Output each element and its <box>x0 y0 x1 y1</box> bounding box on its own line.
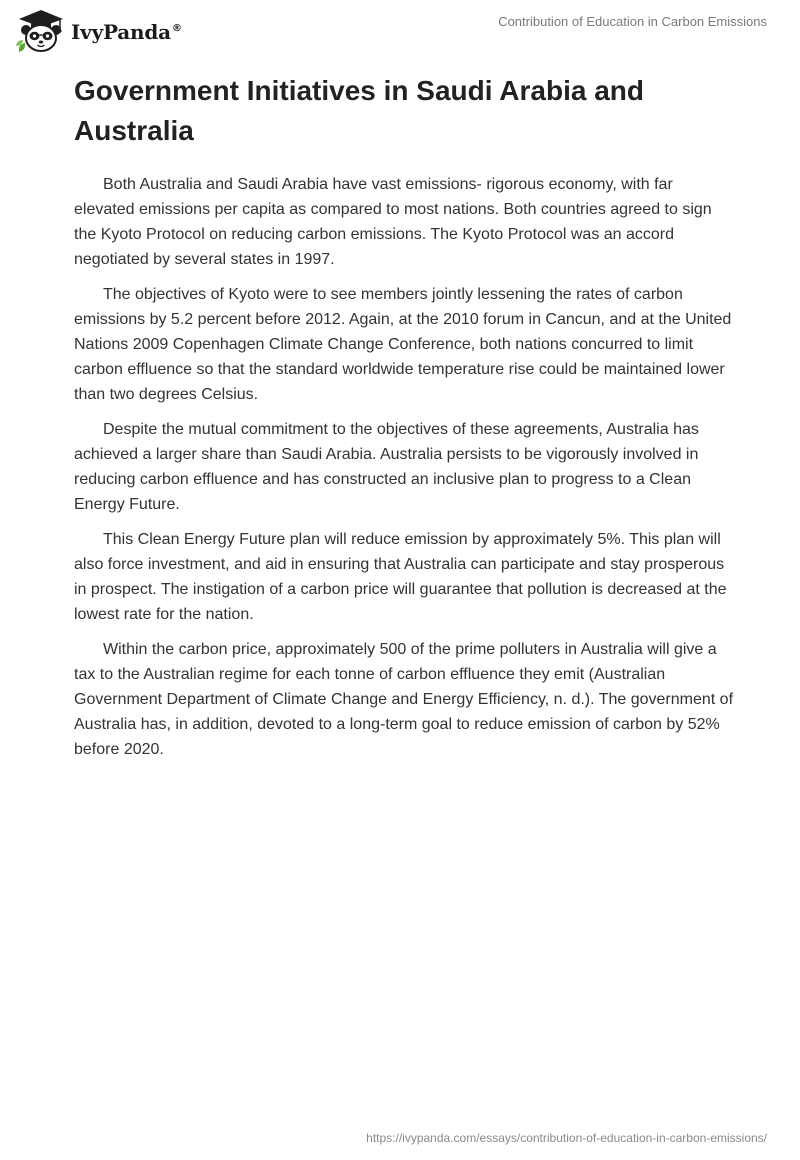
ivypanda-logo[interactable] <box>15 8 182 54</box>
document-title: Contribution of Education in Carbon Emissions <box>498 14 767 29</box>
source-url-link[interactable]: https://ivypanda.com/essays/contribution-of-education-in-carbon-emissions/ <box>366 1131 767 1145</box>
paragraph: Both Australia and Saudi Arabia have vast emissions- rigorous economy, with far elevated emissions per capita as compared to most nations. Both countries agreed to sign the Kyoto Protocol on reducing carbon emissions. The Kyoto Protocol was an accord negotiated by several states in 1997. <box>74 176 712 268</box>
brand-name: IvyPanda® <box>71 20 182 44</box>
page-header <box>0 0 800 62</box>
panda-logo-icon <box>15 8 67 54</box>
registered-mark: ® <box>171 23 182 35</box>
paragraph: Despite the mutual commitment to the objectives of these agreements, Australia has achieved a larger share than Saudi Arabia. Australia persists to be vigorously involved in reducing carbon effluence and has constructed an inclusive plan to progress to a Clean Energy Future. <box>74 421 699 513</box>
paragraph: The objectives of Kyoto were to see members jointly lessening the rates of carbon emissions by 5.2 percent before 2012. Again, at the 2010 forum in Cancun, and at the United Nations 2009 Copenhagen Climate Change Conference, both nations concurred to limit carbon effluence so that the standard worldwide temperature rise could be maintained lower than two degrees Celsius. <box>74 286 732 403</box>
article-body <box>74 172 734 772</box>
paragraph: Within the carbon price, approximately 500 of the prime polluters in Australia will give a tax to the Australian regime for each tonne of carbon effluence they emit (Australian Government Department of Climate Change and Energy Efficiency, n. d.). The government of Australia has, in addition, devoted to a long-term goal to reduce emission of carbon by 52% before 2020. <box>74 641 734 758</box>
section-heading: Government Initiatives in Saudi Arabia and Australia <box>74 75 644 146</box>
paragraph: This Clean Energy Future plan will reduce emission by approximately 5%. This plan will also force investment, and aid in ensuring that Australia can participate and stay prosperous in prospect. The instigation of a carbon price will guarantee that pollution is decreased at the lowest rate for the nation. <box>74 531 727 623</box>
